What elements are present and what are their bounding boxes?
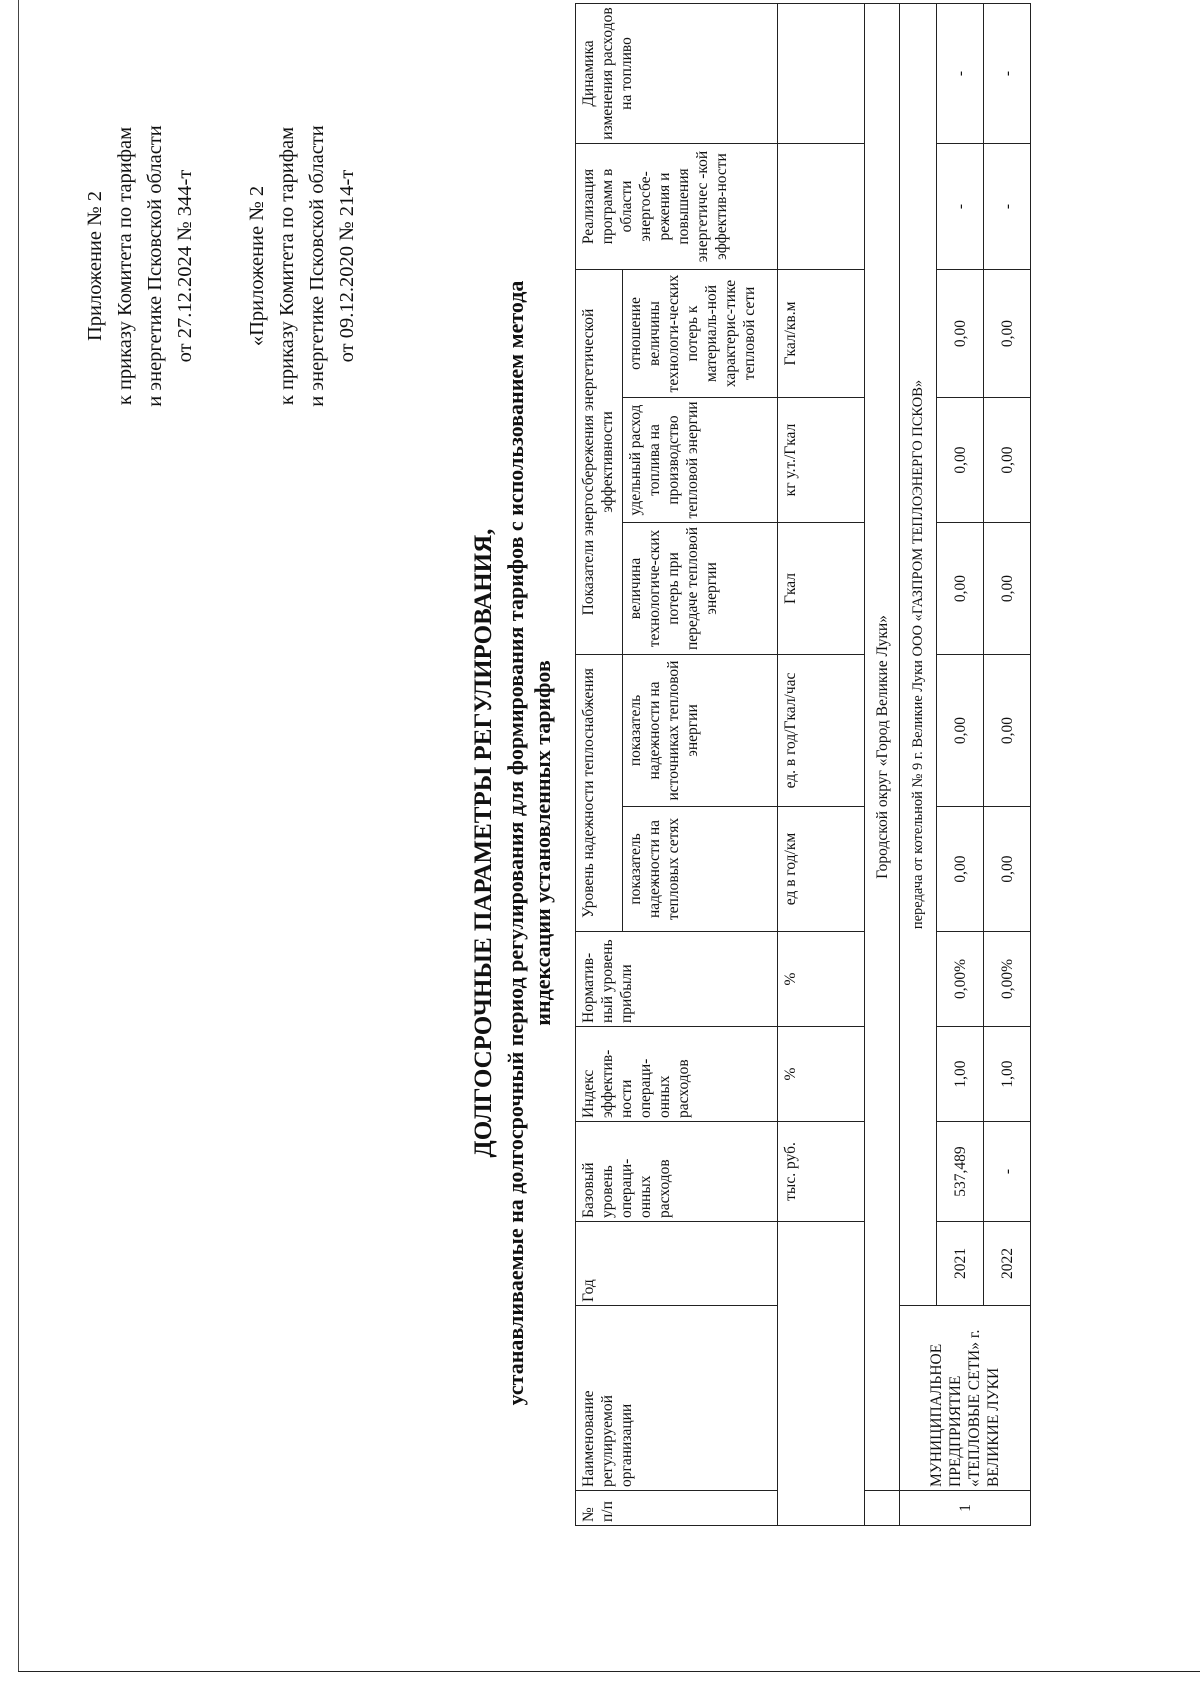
unit-profit-norm: % xyxy=(778,932,865,1027)
row-loss-value: 0,00 xyxy=(937,523,984,655)
header-line: и энергетике Псковской области xyxy=(144,125,166,407)
header-energy-group: Показатели энергосбережения энергетической эффективности xyxy=(576,270,623,655)
row-programs: - xyxy=(984,144,1031,270)
row-year: 2021 xyxy=(937,1222,984,1306)
document-title: ДОЛГОСРОЧНЫЕ ПАРАМЕТРЫ РЕГУЛИРОВАНИЯ, xyxy=(470,528,497,1158)
row-fuel-rate: 0,00 xyxy=(984,398,1031,523)
section-row: передача от котельной № 9 г. Великие Луки ООО «ГАЗПРОМ ТЕПЛОЭНЕРГО ПСКОВ» xyxy=(900,4,937,1306)
row-base-opex: 537,489 xyxy=(937,1122,984,1222)
row-profit-norm: 0,00% xyxy=(984,932,1031,1027)
row-loss-ratio: 0,00 xyxy=(937,270,984,398)
header-year: Год xyxy=(576,1222,778,1306)
unit-fuel-rate: кг у.т./Гкал xyxy=(778,398,865,523)
header-line: к приказу Комитета по тарифам xyxy=(114,126,136,406)
header-programs: Реализация программ в области энергосбе-режения и повышения энергетичес -кой эффектив-ности xyxy=(576,144,778,270)
header-profit-norm: Норматив-ный уровень прибыли xyxy=(576,932,778,1027)
header-fuel-dynamics: Динамика изменения расходов на топливо xyxy=(576,4,778,144)
org-number: 1 xyxy=(900,1491,1031,1526)
row-reliability-sources: 0,00 xyxy=(937,655,984,807)
row-fuel-rate: 0,00 xyxy=(937,398,984,523)
row-loss-ratio: 0,00 xyxy=(984,270,1031,398)
document-subtitle-2: индексации установленных тарифов xyxy=(530,660,555,1026)
header-base-opex: Базовый уровень операци-онных расходов xyxy=(576,1122,778,1222)
header-efficiency-index: Индекс эффектив-ности операци-онных расходов xyxy=(576,1027,778,1122)
header-line: от 09.12.2020 № 214-т xyxy=(336,169,358,363)
unit-reliability-sources: ед. в год/Гкал/час xyxy=(778,655,865,807)
header-reliability-group: Уровень надежности теплоснабжения xyxy=(576,655,623,932)
header-loss-ratio: отношение величины технологи-ческих потерь к материаль-ной характерис-тике тепловой сети xyxy=(623,270,778,398)
unit-base-opex: тыс. руб. xyxy=(778,1122,865,1222)
header-line: «Приложение № 2 xyxy=(246,185,268,347)
row-fuel-dynamics: - xyxy=(937,4,984,144)
unit-reliability-networks: ед в год/км xyxy=(778,807,865,932)
appendix-header-current xyxy=(80,56,200,476)
unit-loss-ratio: Гкал/кв.м xyxy=(778,270,865,398)
row-reliability-sources: 0,00 xyxy=(984,655,1031,807)
header-line: от 27.12.2024 № 344-т xyxy=(174,169,196,363)
document-subtitle: устанавливаемые на долгосрочный период регулирования для формирования тарифов с использованием метода xyxy=(503,280,528,1406)
header-num: № п/п xyxy=(576,1491,778,1526)
row-reliability-networks: 0,00 xyxy=(937,807,984,932)
header-line: Приложение № 2 xyxy=(84,190,106,342)
row-base-opex: - xyxy=(984,1122,1031,1222)
row-fuel-dynamics: - xyxy=(984,4,1031,144)
header-org: Наименование регулируемой организации xyxy=(576,1306,778,1491)
row-efficiency-index: 1,00 xyxy=(984,1027,1031,1122)
unit-loss-value: Гкал xyxy=(778,523,865,655)
parameters-table xyxy=(575,0,1031,1526)
row-reliability-networks: 0,00 xyxy=(984,807,1031,932)
header-reliability-sources: показатель надежности на источниках тепловой энергии xyxy=(623,655,778,807)
org-name: МУНИЦИПАЛЬНОЕ ПРЕДПРИЯТИЕ «ТЕПЛОВЫЕ СЕТИ» г. ВЕЛИКИЕ ЛУКИ xyxy=(900,1306,1031,1491)
unit-efficiency-index: % xyxy=(778,1027,865,1122)
header-reliability-networks: показатель надежности на тепловых сетях xyxy=(623,807,778,932)
row-loss-value: 0,00 xyxy=(984,523,1031,655)
header-line: и энергетике Псковской области xyxy=(306,125,328,407)
district-row: Городской округ «Город Великие Луки» xyxy=(865,4,900,1491)
row-profit-norm: 0,00% xyxy=(937,932,984,1027)
row-efficiency-index: 1,00 xyxy=(937,1027,984,1122)
header-fuel-rate: удельный расход топлива на производство тепловой энергии xyxy=(623,398,778,523)
header-loss-value: величина технологиче-ских потерь при передаче тепловой энергии xyxy=(623,523,778,655)
row-year: 2022 xyxy=(984,1222,1031,1306)
header-line: к приказу Комитета по тарифам xyxy=(276,126,298,406)
row-programs: - xyxy=(937,144,984,270)
appendix-header-previous xyxy=(242,56,362,476)
